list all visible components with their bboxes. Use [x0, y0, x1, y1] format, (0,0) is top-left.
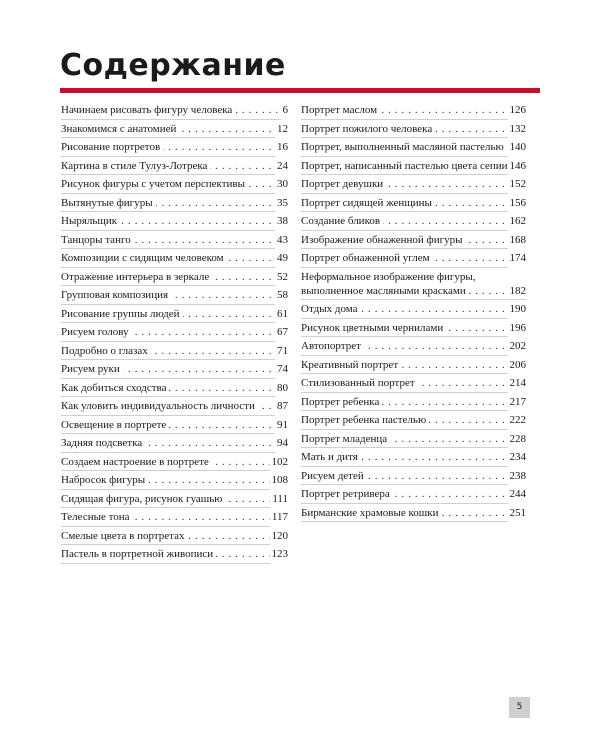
toc-entry-page-number: 61 [275, 305, 288, 324]
toc-entry-page-number: 108 [270, 471, 289, 490]
toc-entry-page-number: 156 [508, 194, 527, 213]
toc-entry-title: Портрет ребенка пастелью [301, 414, 429, 426]
toc-entry[interactable] [301, 504, 526, 523]
toc-entry[interactable] [301, 231, 526, 250]
toc-entry-page-number: 38 [275, 212, 288, 231]
toc-entry-label [301, 319, 526, 338]
toc-entry-title: Портрет ретривера [301, 488, 393, 500]
toc-entry-label [301, 249, 526, 268]
toc-entry-label [61, 453, 288, 472]
toc-entry[interactable] [61, 157, 288, 176]
toc-entry[interactable] [301, 356, 526, 375]
toc-entry-page-number: 91 [275, 416, 288, 435]
toc-entry[interactable] [61, 416, 288, 435]
toc-entry-label [301, 337, 526, 356]
toc-entry-page-number: 152 [508, 175, 527, 194]
toc-entry-label [61, 545, 288, 564]
toc-entry-page-number: 190 [508, 300, 527, 319]
toc-entry-page-number: 49 [275, 249, 288, 268]
toc-entry-page-number: 74 [275, 360, 288, 379]
toc-entry-page-number: 182 [509, 284, 526, 297]
toc-entry-label [61, 527, 288, 546]
toc-entry-label [301, 374, 526, 393]
toc-entry-page-number: 222 [508, 411, 527, 430]
toc-entry-page-number: 174 [508, 249, 527, 268]
toc-entry-title: Отдых дома [301, 303, 361, 315]
toc-entry-label [301, 300, 526, 319]
toc-entry-label [61, 305, 288, 324]
toc-entry[interactable] [61, 175, 288, 194]
toc-entry-title: Знакомимся с анатомией [61, 123, 179, 135]
toc-entry-page-number: 71 [275, 342, 288, 361]
toc-entry[interactable] [61, 286, 288, 305]
toc-entry-page-number: 244 [508, 485, 527, 504]
toc-entry[interactable] [301, 448, 526, 467]
toc-entry[interactable] [61, 194, 288, 213]
toc-entry[interactable] [301, 430, 526, 449]
toc-entry-page-number: 117 [270, 508, 288, 527]
toc-entry[interactable] [301, 411, 526, 430]
toc-entry[interactable] [301, 374, 526, 393]
title-underline-rule [60, 88, 540, 93]
toc-entry-page-number: 206 [508, 356, 527, 375]
toc-entry-page-number: 251 [508, 504, 527, 523]
row-divider [301, 521, 526, 522]
toc-entry-title: Портрет девушки [301, 178, 386, 190]
toc-entry[interactable] [301, 194, 526, 213]
toc-entry-title: Креативный портрет [301, 359, 401, 371]
toc-entry-label [301, 270, 526, 298]
toc-entry[interactable] [301, 157, 526, 176]
toc-entry-title: Стилизованный портрет [301, 377, 418, 389]
toc-entry-page-number: 12 [275, 120, 288, 139]
toc-entry-label [61, 286, 288, 305]
toc-entry[interactable] [301, 268, 526, 301]
toc-entry[interactable] [61, 545, 288, 564]
toc-entry-label [301, 138, 526, 157]
toc-entry-page-number: 217 [508, 393, 527, 412]
toc-entry-title: Освещение в портрете [61, 419, 169, 431]
toc-left-column [61, 101, 288, 564]
toc-entry-title: Портрет сидящей женщины [301, 197, 435, 209]
toc-entry-page-number: 126 [508, 101, 527, 120]
toc-entry-title: Портрет ребенка [301, 396, 382, 408]
toc-entry-title: Портрет пожилого человека [301, 123, 435, 135]
toc-entry-title: Создание бликов [301, 215, 383, 227]
toc-entry[interactable] [61, 508, 288, 527]
toc-entry-title: Портрет, написанный пастелью цвета сепии [301, 160, 511, 172]
toc-entry-label [301, 175, 526, 194]
toc-entry[interactable] [61, 434, 288, 453]
toc-entry-title: Смелые цвета в портретах [61, 530, 188, 542]
toc-entry-page-number: 234 [508, 448, 527, 467]
page-number-badge: 5 [509, 697, 530, 718]
toc-entry-page-number: 35 [275, 194, 288, 213]
toc-entry[interactable] [301, 337, 526, 356]
toc-entry[interactable] [61, 397, 288, 416]
toc-entry-page-number: 123 [270, 545, 289, 564]
toc-entry-label [61, 471, 288, 490]
toc-entry-label [301, 231, 526, 250]
toc-entry[interactable] [301, 467, 526, 486]
toc-entry-title: Картина в стиле Тулуз-Лотрека [61, 160, 210, 172]
toc-entry-page-number: 146 [508, 157, 527, 176]
toc-entry-page-number: 67 [275, 323, 288, 342]
toc-entry[interactable] [61, 212, 288, 231]
page-title: Содержание [60, 48, 286, 83]
toc-entry-title: Телесные тона [61, 511, 133, 523]
toc-entry-page-number: 202 [508, 337, 527, 356]
toc-entry-label [61, 194, 288, 213]
toc-entry-page-number: 102 [270, 453, 289, 472]
toc-entry-title: Как уловить индивидуальность личности [61, 400, 258, 412]
toc-entry[interactable] [301, 319, 526, 338]
toc-entry-label [61, 508, 288, 527]
toc-entry-label [301, 212, 526, 231]
toc-entry-label [61, 212, 288, 231]
toc-entry-title: Сидящая фигура, рисунок гуашью [61, 493, 226, 505]
toc-entry-page-number: 214 [508, 374, 527, 393]
toc-entry-label [301, 467, 526, 486]
toc-entry-page-number: 140 [508, 138, 527, 157]
toc-entry-page-number: 162 [508, 212, 527, 231]
toc-entry[interactable] [301, 120, 526, 139]
toc-entry[interactable] [301, 393, 526, 412]
toc-entry-label [301, 101, 526, 120]
toc-entry-label [301, 356, 526, 375]
toc-entry-page-number: 43 [275, 231, 288, 250]
toc-entry-label [301, 485, 526, 504]
toc-entry[interactable] [301, 249, 526, 268]
toc-entry-page-number: 24 [275, 157, 288, 176]
toc-entry-page-number: 94 [275, 434, 288, 453]
toc-entry-title: Рисуем детей [301, 470, 367, 482]
toc-entry-label [301, 430, 526, 449]
toc-entry-page-number: 52 [275, 268, 288, 287]
toc-entry-label [61, 397, 288, 416]
toc-entry-title: Танцоры танго [61, 234, 134, 246]
toc-entry[interactable] [61, 379, 288, 398]
toc-entry-label [301, 411, 526, 430]
toc-entry-title: Автопортрет [301, 340, 364, 352]
toc-entry-page-number: 58 [275, 286, 288, 305]
toc-entry-label [301, 504, 526, 523]
toc-entry-title: Создаем настроение в портрете [61, 456, 212, 468]
toc-entry-label [61, 268, 288, 287]
toc-entry-page-number: 228 [508, 430, 527, 449]
toc-entry-label [301, 448, 526, 467]
toc-entry-label [301, 120, 526, 139]
toc-entry[interactable] [61, 305, 288, 324]
toc-entry[interactable] [301, 175, 526, 194]
toc-entry-page-number: 238 [508, 467, 527, 486]
toc-right-column [301, 101, 526, 522]
toc-entry-title: Как добиться сходства [61, 382, 169, 394]
toc-entry-page-number: 87 [275, 397, 288, 416]
toc-entry-title: Портрет, выполненный масляной пастелью [301, 141, 507, 153]
toc-entry-label [61, 157, 288, 176]
toc-entry-label [61, 379, 288, 398]
toc-entry-title: Отражение интерьера в зеркале [61, 271, 212, 283]
toc-entry[interactable] [61, 268, 288, 287]
toc-entry[interactable] [301, 138, 526, 157]
toc-entry[interactable] [61, 490, 288, 509]
toc-entry-title: Подробно о глазах [61, 345, 151, 357]
toc-entry[interactable] [301, 212, 526, 231]
toc-entry-title: Композиции с сидящим человеком [61, 252, 227, 264]
toc-entry-title: Вытянутые фигуры [61, 197, 156, 209]
toc-entry-page-number: 132 [508, 120, 527, 139]
toc-entry-label [61, 323, 288, 342]
toc-entry[interactable] [61, 527, 288, 546]
toc-entry-label [61, 360, 288, 379]
toc-entry-title: Пастель в портретной живописи [61, 548, 216, 560]
toc-entry[interactable] [301, 101, 526, 120]
toc-entry-title: Бирманские храмовые кошки [301, 507, 441, 519]
toc-entry[interactable] [301, 300, 526, 319]
toc-entry-label [301, 194, 526, 213]
toc-entry-label [61, 342, 288, 361]
toc-entry-label [301, 157, 526, 176]
toc-entry-page-number: 120 [270, 527, 289, 546]
toc-entry-title: Задняя подсветка [61, 437, 145, 449]
toc-entry-title: Портрет обнаженной углем [301, 252, 433, 264]
toc-entry-label [61, 490, 288, 509]
toc-entry-page-number: 80 [275, 379, 288, 398]
toc-entry-title: Рисунок фигуры с учетом перспективы [61, 178, 248, 190]
toc-entry-page-number: 111 [270, 490, 288, 509]
toc-entry[interactable] [61, 138, 288, 157]
toc-entry-label [61, 138, 288, 157]
toc-entry-page-number: 168 [508, 231, 527, 250]
toc-entry-title: Ныряльщик [61, 215, 120, 227]
toc-entry-title: Портрет маслом [301, 104, 380, 116]
toc-entry-label [301, 393, 526, 412]
toc-entry-label [61, 434, 288, 453]
toc-entry[interactable] [61, 231, 288, 250]
toc-entry[interactable] [61, 101, 288, 120]
toc-entry-label [61, 416, 288, 435]
toc-entry-title: Рисование портретов [61, 141, 163, 153]
toc-entry[interactable] [61, 249, 288, 268]
toc-entry-title: Групповая композиция [61, 289, 171, 301]
toc-entry[interactable] [61, 453, 288, 472]
row-divider [61, 563, 288, 564]
toc-entry[interactable] [61, 342, 288, 361]
toc-entry[interactable] [61, 120, 288, 139]
toc-entry-page-number: 6 [281, 101, 289, 120]
toc-entry-title: Набросок фигуры [61, 474, 148, 486]
toc-entry[interactable] [61, 471, 288, 490]
toc-entry-label [61, 175, 288, 194]
toc-entry-page-number: 16 [275, 138, 288, 157]
toc-entry-title: Начинаем рисовать фигуру человека [61, 104, 235, 116]
toc-entry-title: Неформальное изображение фигуры, выполненное масляными красками [301, 270, 476, 297]
toc-entry[interactable] [301, 485, 526, 504]
toc-entry-label [61, 101, 288, 120]
toc-entry-label [61, 120, 288, 139]
toc-entry-title: Рисование группы людей [61, 308, 183, 320]
toc-entry-title: Рисуем голову [61, 326, 132, 338]
toc-entry-title: Рисунок цветными чернилами [301, 322, 446, 334]
toc-entry[interactable] [61, 323, 288, 342]
toc-entry-title: Изображение обнаженной фигуры [301, 234, 465, 246]
toc-entry-title: Мать и дитя [301, 451, 361, 463]
toc-entry-page-number: 196 [508, 319, 527, 338]
toc-entry-page-number: 30 [275, 175, 288, 194]
toc-entry[interactable] [61, 360, 288, 379]
toc-entry-title: Портрет младенца [301, 433, 390, 445]
toc-entry-label [61, 231, 288, 250]
toc-entry-title: Рисуем руки [61, 363, 123, 375]
toc-entry-label [61, 249, 288, 268]
